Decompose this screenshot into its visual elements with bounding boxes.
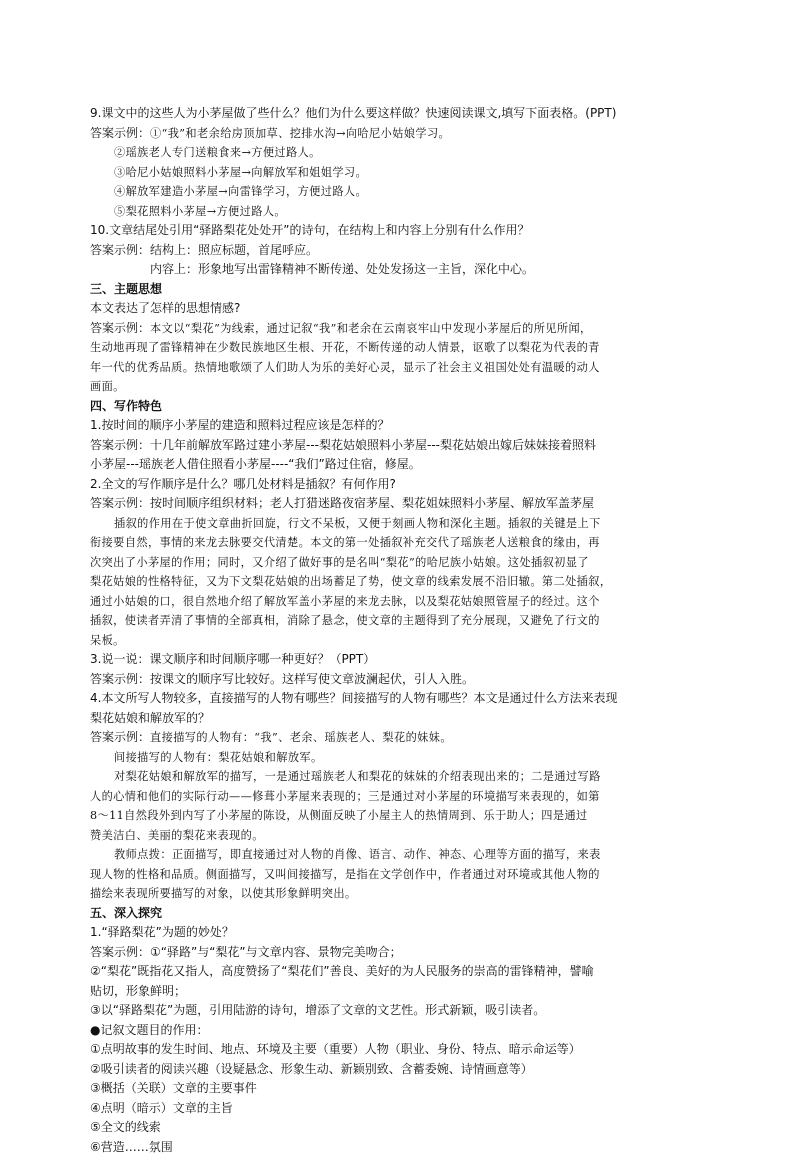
section-3-answer-1: 答案示例：本文以“梨花”为线索，通过记叙“我”和老余在云南哀牢山中发现小茅屋后的所见所闻， bbox=[90, 319, 708, 339]
section-4-q4-teacher-3: 描绘来表现所要描写的对象，以使其形象鲜明突出。 bbox=[90, 884, 708, 904]
section-4-q2: 2.全文的写作顺序是什么？哪几处材料是插叙？有何作用? bbox=[90, 475, 708, 495]
section-4-q4-teacher-1: 教师点拨：正面描写，即直接通过对人物的肖像、语言、动作、神态、心理等方面的描写，来表 bbox=[90, 845, 708, 865]
title-function-item: ②吸引读者的阅读兴趣（设疑悬念、形象生动、新颖别致、含蓄委婉、诗情画意等） bbox=[90, 1060, 708, 1080]
title-functions-heading: ●记叙文题目的作用： bbox=[90, 1021, 708, 1041]
answer-label: 答案示例： bbox=[90, 243, 150, 257]
section-4-q1-answer-2: 小茅屋---瑶族老人借住照看小茅屋----“我们”路过住宿，修屋。 bbox=[90, 455, 708, 475]
title-function-item: ⑤全文的线索 bbox=[90, 1118, 708, 1138]
section-4-q4-explain-4: 赞美洁白、美丽的梨花来表现的。 bbox=[90, 826, 708, 846]
section-4-q3-answer: 答案示例：按课文的顺序写比较好。这样写使文章波澜起伏，引人入胜。 bbox=[90, 670, 708, 690]
question-9: 9.课文中的这些人为小茅屋做了些什么？他们为什么要这样做？快速阅读课文,填写下面表格。(PPT) bbox=[90, 104, 708, 124]
section-4-heading: 四、写作特色 bbox=[90, 397, 708, 417]
answer-label: 答案示例： bbox=[90, 496, 150, 510]
title-function-item: ⑥营造……氛围 bbox=[90, 1138, 708, 1157]
answer-9-first bbox=[90, 124, 708, 144]
section-5-q1-a2-1: ②“梨花”既指花又指人，高度赞扬了“梨花们”善良、美好的为人民服务的崇高的雷锋精神，譬喻 bbox=[90, 962, 708, 982]
title-function-item: ③概括（关联）文章的主要事件 bbox=[90, 1079, 708, 1099]
section-3-question: 本文表达了怎样的思想情感? bbox=[90, 299, 708, 319]
section-4-q4-direct: 答案示例：直接描写的人物有：“我”、老余、瑶族老人、梨花的妹妹。 bbox=[90, 728, 708, 748]
section-4-q2-explain-3: 次突出了小茅屋的作用；同时，又介绍了做好事的是名叫“梨花”的哈尼族小姑娘。这处插叙初显了 bbox=[90, 553, 708, 573]
section-3-answer-4: 画面。 bbox=[90, 377, 708, 397]
section-4-q4-teacher-2: 现人物的性格和品质。侧面描写，又叫间接描写，是指在文学创作中，作者通过对环境或其他人物的 bbox=[90, 865, 708, 885]
section-5-heading: 五、深入探究 bbox=[90, 904, 708, 924]
section-4-q2-explain-7: 呆板。 bbox=[90, 631, 708, 651]
section-4-q2-explain-2: 衔接要自然，事情的来龙去脉要交代清楚。本文的第一处插叙补充交代了瑶族老人送粮食的缘由，再 bbox=[90, 533, 708, 553]
answer-9-item-4: ④解放军建造小茅屋→向雷锋学习，方便过路人。 bbox=[90, 182, 708, 202]
section-5-q1-a1: 答案示例：①“驿路”与“梨花”与文章内容、景物完美吻合； bbox=[90, 943, 708, 963]
document-page bbox=[90, 104, 708, 1157]
section-5-q1-a3: ③以“驿路梨花”为题，引用陆游的诗句，增添了文章的文艺性。形式新颖，吸引读者。 bbox=[90, 1001, 708, 1021]
answer-label: 答案示例： bbox=[90, 945, 150, 959]
answer-9-item-1: ①“我”和老余给房顶加草、挖排水沟→向哈尼小姑娘学习。 bbox=[150, 127, 450, 140]
section-4-q4-explain-3: 8～11自然段外到内写了小茅屋的陈设，从侧面反映了小屋主人的热情周到、乐于助人；四是通过 bbox=[90, 806, 708, 826]
answer-label: 答案示例： bbox=[90, 126, 150, 140]
answer-10-structure: 答案示例：结构上：照应标题，首尾呼应。 bbox=[90, 241, 708, 261]
section-4-q4-explain-2: 人的心情和他们的实际行动——修葺小茅屋来表现的；三是通过对小茅屋的环境描写来表现的，如第 bbox=[90, 787, 708, 807]
answer-9-item-2: ②瑶族老人专门送粮食来→方便过路人。 bbox=[90, 143, 708, 163]
answer-label: 答案示例： bbox=[90, 672, 150, 686]
question-10: 10.文章结尾处引用“驿路梨花处处开”的诗句，在结构上和内容上分别有什么作用？ bbox=[90, 221, 708, 241]
section-4-q1: 1.按时间的顺序小茅屋的建造和照料过程应该是怎样的？ bbox=[90, 416, 708, 436]
section-4-q4-line-2: 梨花姑娘和解放军的？ bbox=[90, 709, 708, 729]
section-3-heading: 三、主题思想 bbox=[90, 280, 708, 300]
section-4-q4-indirect: 间接描写的人物有：梨花姑娘和解放军。 bbox=[90, 748, 708, 768]
section-4-q4-explain-1: 对梨花姑娘和解放军的描写，一是通过瑶族老人和梨花的妹妹的介绍表现出来的；二是通过写路 bbox=[90, 767, 708, 787]
answer-10-content: 内容上：形象地写出雷锋精神不断传递、处处发扬这一主旨，深化中心。 bbox=[90, 260, 708, 280]
answer-label: 答案示例： bbox=[90, 321, 150, 335]
title-function-item: ④点明（暗示）文章的主旨 bbox=[90, 1099, 708, 1119]
answer-label: 答案示例： bbox=[90, 438, 150, 452]
section-4-q2-explain-1: 插叙的作用在于使文章曲折回旋，行文不呆板，又便于刻画人物和深化主题。插叙的关键是上下 bbox=[90, 514, 708, 534]
section-4-q2-explain-4: 梨花姑娘的性格特征，又为下文梨花姑娘的出场蓄足了势，使文章的线索发展不沿旧辙。第二处插叙， bbox=[90, 572, 708, 592]
section-4-q2-explain-6: 插叙，使读者弄清了事情的全部真相，消除了悬念，使文章的主题得到了充分展现，又避免了行文的 bbox=[90, 611, 708, 631]
section-5-q1: 1.“驿路梨花”为题的妙处？ bbox=[90, 923, 708, 943]
section-4-q2-explain-5: 通过小姑娘的口，很自然地介绍了解放军盖小茅屋的来龙去脉，以及梨花姑娘照管屋子的经过。这个 bbox=[90, 592, 708, 612]
section-4-q2-answer: 答案示例：按时间顺序组织材料；老人打猎迷路夜宿茅屋、梨花姐妹照料小茅屋、解放军盖茅屋 bbox=[90, 494, 708, 514]
answer-9-item-3: ③哈尼小姑娘照料小茅屋→向解放军和姐姐学习。 bbox=[90, 163, 708, 183]
section-3-answer-3: 年一代的优秀品质。热情地歌颂了人们助人为乐的美好心灵，显示了社会主义祖国处处有温暖的动人 bbox=[90, 358, 708, 378]
title-function-item: ①点明故事的发生时间、地点、环境及主要（重要）人物（职业、身份、特点、暗示命运等） bbox=[90, 1040, 708, 1060]
answer-label: 答案示例： bbox=[90, 730, 150, 744]
section-3-answer-2: 生动地再现了雷锋精神在少数民族地区生根、开花，不断传递的动人情景，讴歌了以梨花为代表的青 bbox=[90, 338, 708, 358]
answer-9-item-5: ⑤梨花照料小茅屋→方便过路人。 bbox=[90, 202, 708, 222]
section-4-q1-answer-1: 答案示例：十几年前解放军路过建小茅屋---梨花姑娘照料小茅屋---梨花姑娘出嫁后妹妹接着照料 bbox=[90, 436, 708, 456]
section-4-q4-line-1: 4.本文所写人物较多，直接描写的人物有哪些？间接描写的人物有哪些？本文是通过什么方法来表现 bbox=[90, 689, 708, 709]
section-5-q1-a2-2: 贴切，形象鲜明； bbox=[90, 982, 708, 1002]
section-4-q3: 3.说一说：课文顺序和时间顺序哪一种更好？（PPT） bbox=[90, 650, 708, 670]
